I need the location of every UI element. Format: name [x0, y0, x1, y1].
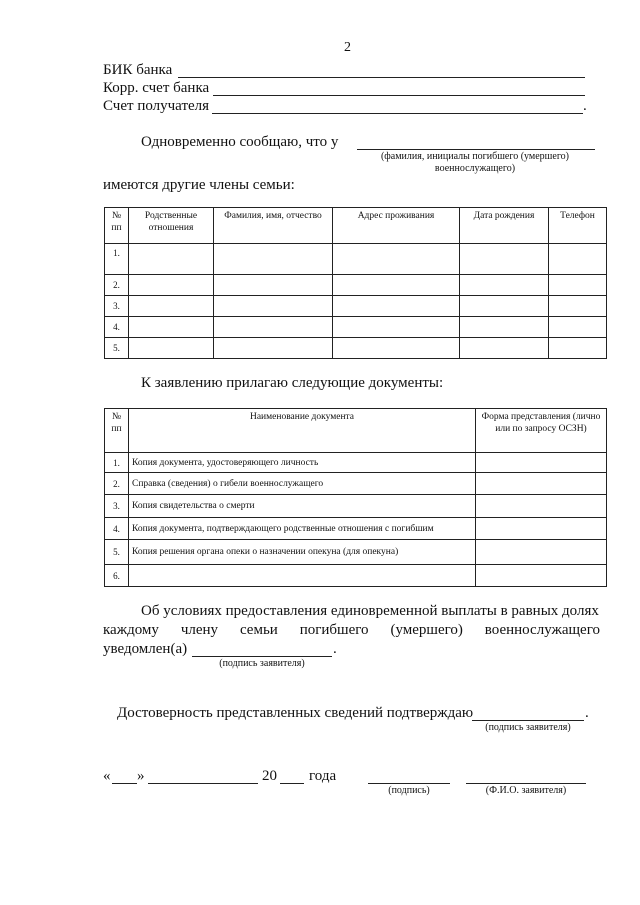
document-name: Справка (сведения) о гибели военнослужащего [129, 473, 476, 495]
page-number: 2 [344, 40, 351, 55]
signature-caption: (подпись) [388, 785, 430, 796]
date-month-field[interactable] [148, 783, 258, 784]
documents-table [104, 408, 607, 587]
table-cell[interactable] [129, 338, 214, 359]
row-number: 5. [105, 338, 129, 359]
document-name[interactable] [129, 565, 476, 587]
header-submission-form: Форма представления (лично или по запросу ОСЗН) [476, 409, 607, 453]
bik-label: БИК банка [103, 62, 173, 78]
row-number: 2. [105, 275, 129, 296]
confirm-signature-field[interactable] [472, 720, 584, 721]
table-cell[interactable] [214, 275, 333, 296]
date-day-field[interactable] [112, 783, 137, 784]
header-full-name: Фамилия, имя, отчество [214, 208, 333, 244]
table-cell[interactable] [549, 296, 607, 317]
table-cell[interactable] [129, 296, 214, 317]
recipient-end: . [583, 98, 587, 114]
date-year-prefix: 20 [262, 768, 277, 784]
conditions-signature-caption: (подпись заявителя) [219, 658, 305, 669]
date-quote-close: » [137, 768, 145, 784]
applicant-name-caption: (Ф.И.О. заявителя) [485, 785, 567, 796]
date-year-field[interactable] [280, 783, 304, 784]
table-cell[interactable] [549, 317, 607, 338]
header-num: № пп [105, 409, 129, 453]
table-cell[interactable] [476, 540, 607, 565]
family-intro-continuation: имеются другие члены семьи: [103, 177, 295, 193]
deceased-name-field[interactable] [357, 149, 595, 150]
document-name: Копия решения органа опеки о назначении опекуна (для опекуна) [129, 540, 476, 565]
conditions-signature-field[interactable] [192, 656, 332, 657]
row-number: 5. [105, 540, 129, 565]
table-cell[interactable] [460, 275, 549, 296]
row-number: 3. [105, 296, 129, 317]
date-quote-open: « [103, 768, 111, 784]
table-cell[interactable] [214, 296, 333, 317]
family-intro-text: Одновременно сообщаю, что у [141, 134, 339, 150]
document-name: Копия свидетельства о смерти [129, 495, 476, 518]
table-row [105, 317, 607, 338]
recipient-account-label: Счет получателя [103, 98, 210, 114]
confirm-text: Достоверность представленных сведений подтверждаю [117, 705, 474, 721]
deceased-caption-1: (фамилия, инициалы погибшего (умершего) [380, 151, 570, 162]
family-members-table [104, 207, 607, 359]
table-cell[interactable] [476, 473, 607, 495]
table-cell[interactable] [333, 275, 460, 296]
table-cell[interactable] [333, 338, 460, 359]
header-relation: Родственные отношения [129, 208, 214, 244]
table-cell[interactable] [129, 275, 214, 296]
table-row [105, 473, 607, 495]
applicant-name-field[interactable] [466, 783, 586, 784]
table-cell[interactable] [460, 338, 549, 359]
table-cell[interactable] [333, 317, 460, 338]
table-cell[interactable] [476, 453, 607, 473]
corr-account-label: Корр. счет банка [103, 80, 210, 96]
table-row [105, 565, 607, 587]
table-cell[interactable] [549, 338, 607, 359]
table-row [105, 518, 607, 540]
table-cell[interactable] [460, 244, 549, 275]
confirm-signature-caption: (подпись заявителя) [485, 722, 571, 733]
bik-field[interactable] [178, 77, 585, 78]
row-number: 1. [105, 244, 129, 275]
table-cell[interactable] [476, 495, 607, 518]
table-cell[interactable] [549, 275, 607, 296]
date-year-suffix: года [309, 768, 337, 784]
row-number: 4. [105, 317, 129, 338]
header-address: Адрес проживания [333, 208, 460, 244]
table-cell[interactable] [333, 244, 460, 275]
recipient-account-field[interactable] [212, 113, 583, 114]
header-document-name: Наименование документа [129, 409, 476, 453]
document-name: Копия документа, подтверждающего родственные отношения с погибшим [129, 518, 476, 540]
header-birth-date: Дата рождения [460, 208, 549, 244]
docs-intro: К заявлению прилагаю следующие документы: [141, 375, 444, 391]
table-cell[interactable] [476, 565, 607, 587]
conditions-line-2: каждому члену семьи погибшего (умершего) военнослужащего [103, 622, 600, 638]
table-row [105, 296, 607, 317]
table-cell[interactable] [476, 518, 607, 540]
conditions-line-3: уведомлен(а) [103, 641, 188, 657]
row-number: 1. [105, 453, 129, 473]
row-number: 3. [105, 495, 129, 518]
header-phone: Телефон [549, 208, 607, 244]
table-cell[interactable] [549, 244, 607, 275]
table-cell[interactable] [129, 317, 214, 338]
deceased-caption-2: военнослужащего) [434, 163, 516, 174]
table-cell[interactable] [214, 244, 333, 275]
table-row [105, 540, 607, 565]
confirm-end: . [585, 705, 589, 721]
conditions-line-1: Об условиях предоставления единовременной выплаты в равных долях [141, 603, 599, 619]
header-num: № пп [105, 208, 129, 244]
signature-field[interactable] [368, 783, 450, 784]
corr-account-field[interactable] [213, 95, 585, 96]
table-cell[interactable] [214, 317, 333, 338]
table-row [105, 275, 607, 296]
row-number: 2. [105, 473, 129, 495]
table-cell[interactable] [214, 338, 333, 359]
table-row [105, 338, 607, 359]
table-row [105, 244, 607, 275]
table-cell[interactable] [333, 296, 460, 317]
table-cell[interactable] [460, 317, 549, 338]
table-row [105, 453, 607, 473]
table-cell[interactable] [129, 244, 214, 275]
row-number: 6. [105, 565, 129, 587]
document-name: Копия документа, удостоверяющего личность [129, 453, 476, 473]
conditions-end: . [333, 641, 337, 657]
table-row [105, 495, 607, 518]
table-cell[interactable] [460, 296, 549, 317]
row-number: 4. [105, 518, 129, 540]
